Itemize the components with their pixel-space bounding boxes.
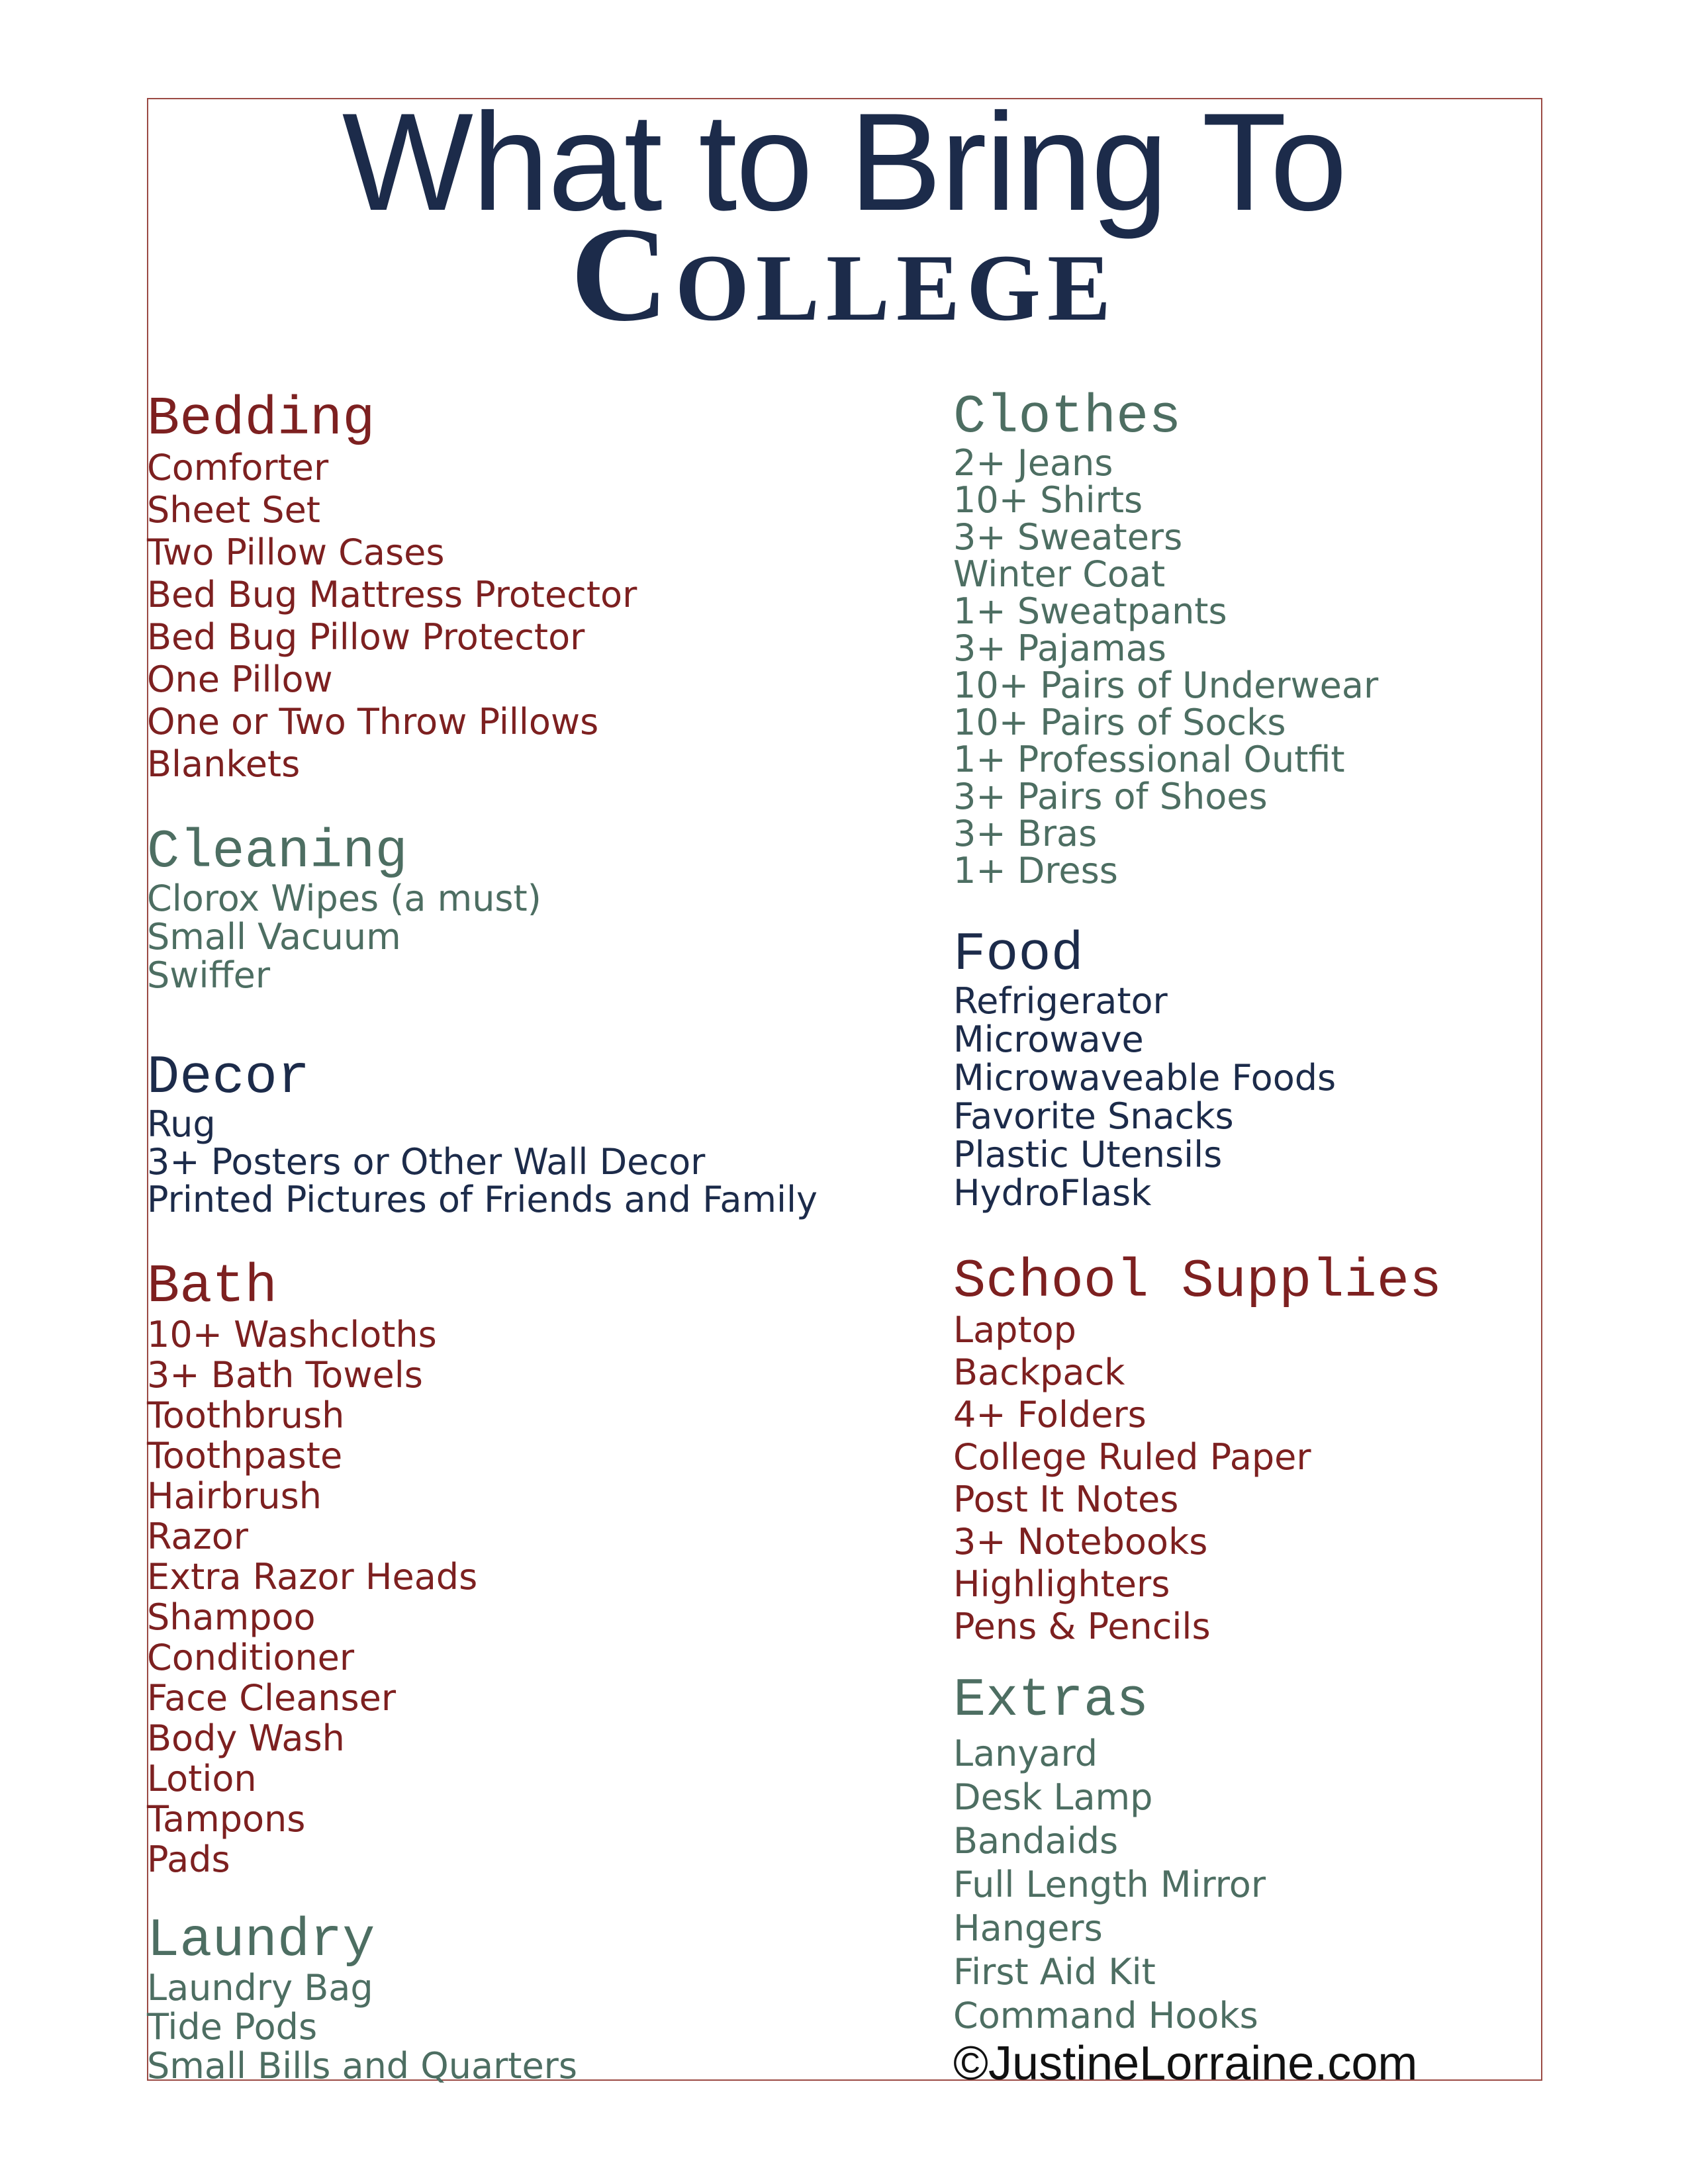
- list-item: Laundry Bag: [147, 1967, 373, 2009]
- list-item: 3+ Bath Towels: [147, 1354, 423, 1396]
- list-item: Post It Notes: [953, 1479, 1179, 1520]
- list-item: Hangers: [953, 1907, 1103, 1949]
- list-item: 10+ Shirts: [953, 479, 1143, 521]
- section-heading: Cleaning: [147, 821, 408, 883]
- list-item: Bed Bug Mattress Protector: [147, 574, 637, 615]
- section-heading: Laundry: [147, 1910, 375, 1972]
- list-item: 10+ Washcloths: [147, 1314, 437, 1355]
- item-list: [147, 880, 541, 995]
- list-item: Winter Coat: [953, 553, 1166, 595]
- list-item: Body Wash: [147, 1717, 345, 1759]
- list-item: Refrigerator: [953, 980, 1168, 1022]
- list-item: 1+ Professional Outfit: [953, 739, 1345, 780]
- item-list: [953, 982, 1336, 1212]
- item-list: [147, 1968, 577, 2085]
- section-cleaning: [147, 821, 541, 996]
- list-item: 10+ Pairs of Underwear: [953, 664, 1379, 706]
- list-item: 3+ Notebooks: [953, 1521, 1208, 1563]
- list-item: Highlighters: [953, 1563, 1170, 1605]
- list-item: 1+ Sweatpants: [953, 590, 1227, 632]
- list-item: HydroFlask: [953, 1172, 1152, 1214]
- list-item: Rug: [147, 1103, 216, 1145]
- list-item: 2+ Jeans: [953, 442, 1113, 484]
- list-item: 3+ Pajamas: [953, 627, 1166, 669]
- list-item: Comforter: [147, 447, 329, 488]
- list-item: First Aid Kit: [953, 1951, 1156, 1993]
- list-item: Backpack: [953, 1351, 1125, 1393]
- section-extras: [953, 1670, 1266, 2038]
- list-item: Toothbrush: [147, 1394, 345, 1436]
- section-laundry: [147, 1910, 578, 2087]
- section-bath: [147, 1256, 478, 1880]
- list-item: Printed Pictures of Friends and Family: [147, 1179, 818, 1220]
- section-school-supplies: [953, 1251, 1442, 1648]
- list-item: Extra Razor Heads: [147, 1556, 478, 1598]
- section-heading: Food: [953, 924, 1084, 985]
- section-heading: Extras: [953, 1670, 1149, 1731]
- item-list: [953, 1732, 1266, 2038]
- list-item: 10+ Pairs of Socks: [953, 702, 1286, 743]
- list-item: Clorox Wipes (a must): [147, 878, 541, 919]
- list-item: Microwave: [953, 1019, 1144, 1060]
- list-item: Laptop: [953, 1309, 1076, 1351]
- copyright-text: ©JustineLorraine.com: [953, 2037, 1418, 2090]
- list-item: College Ruled Paper: [953, 1436, 1311, 1478]
- section-heading: Decor: [147, 1047, 310, 1109]
- list-item: Sheet Set: [147, 489, 320, 531]
- list-item: 3+ Bras: [953, 813, 1098, 854]
- item-list: [147, 447, 637, 786]
- list-item: Bandaids: [953, 1820, 1119, 1862]
- list-item: Microwaveable Foods: [953, 1057, 1336, 1099]
- section-decor: [147, 1047, 818, 1220]
- list-item: Small Vacuum: [147, 916, 401, 958]
- list-item: Blankets: [147, 743, 301, 785]
- list-item: One or Two Throw Pillows: [147, 701, 599, 743]
- list-item: 4+ Folders: [953, 1394, 1147, 1435]
- list-item: 3+ Sweaters: [953, 516, 1183, 558]
- list-item: Swiffer: [147, 954, 271, 996]
- list-item: Lanyard: [953, 1733, 1098, 1774]
- list-item: 3+ Pairs of Shoes: [953, 776, 1268, 817]
- list-item: 1+ Dress: [953, 850, 1118, 891]
- list-item: Plastic Utensils: [953, 1134, 1223, 1175]
- page-subtitle: College: [570, 199, 1118, 349]
- list-item: Hairbrush: [147, 1475, 322, 1517]
- list-item: Command Hooks: [953, 1995, 1258, 2036]
- item-list: [147, 1105, 818, 1218]
- list-item: Shampoo: [147, 1596, 316, 1638]
- list-item: Tide Pods: [147, 2006, 318, 2048]
- list-item: Bed Bug Pillow Protector: [147, 616, 585, 658]
- section-heading: Clothes: [953, 387, 1182, 448]
- page-title: What to Bring To: [342, 84, 1346, 240]
- list-item: Conditioner: [147, 1637, 355, 1678]
- section-heading: Bedding: [147, 388, 375, 450]
- list-item: 3+ Posters or Other Wall Decor: [147, 1141, 706, 1183]
- list-item: Lotion: [147, 1758, 257, 1799]
- section-food: [953, 924, 1336, 1214]
- list-item: Face Cleanser: [147, 1677, 397, 1719]
- list-item: Toothpaste: [147, 1435, 343, 1477]
- section-bedding: [147, 388, 637, 786]
- list-item: Pens & Pencils: [953, 1606, 1211, 1647]
- item-list: [953, 442, 1379, 891]
- list-item: Tampons: [147, 1798, 306, 1840]
- list-item: Full Length Mirror: [953, 1864, 1266, 1905]
- list-item: Two Pillow Cases: [147, 531, 445, 573]
- list-item: Pads: [147, 1839, 230, 1880]
- list-item: One Pillow: [147, 659, 333, 700]
- item-list: [953, 1309, 1442, 1648]
- item-list: [147, 1314, 477, 1880]
- list-item: Desk Lamp: [953, 1776, 1153, 1818]
- list-item: Favorite Snacks: [953, 1095, 1234, 1137]
- list-item: Small Bills and Quarters: [147, 2045, 578, 2087]
- list-item: Razor: [147, 1516, 249, 1557]
- section-clothes: [953, 387, 1379, 891]
- section-heading: School Supplies: [953, 1251, 1442, 1312]
- section-heading: Bath: [147, 1256, 277, 1318]
